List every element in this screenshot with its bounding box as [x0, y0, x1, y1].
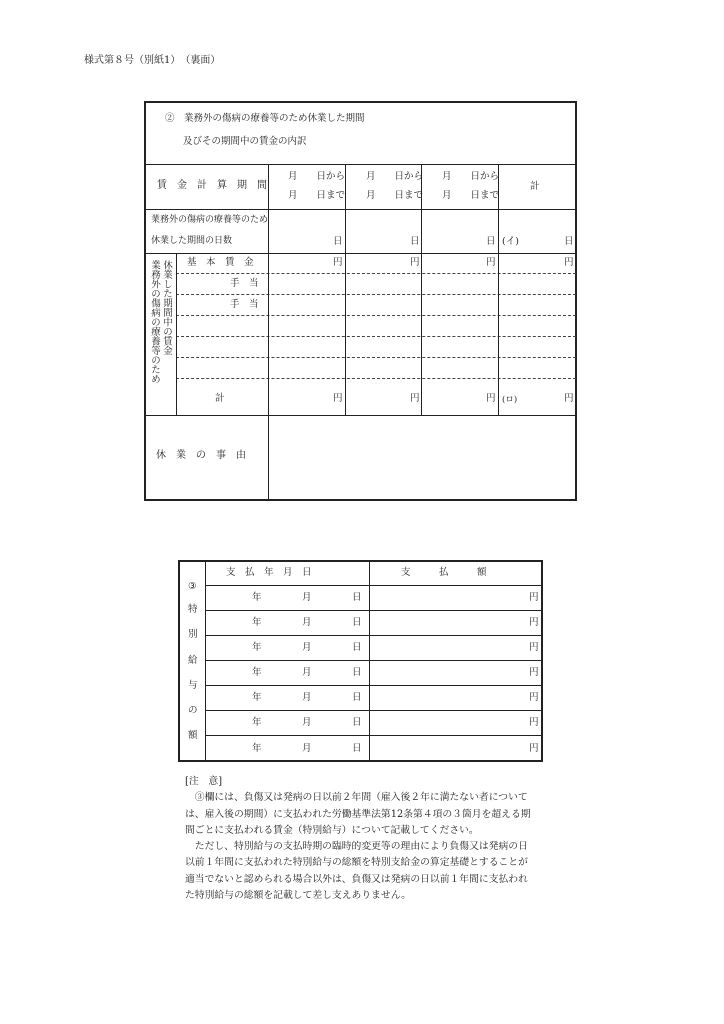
- days-label-line2: 休業した期間の日数: [151, 236, 233, 246]
- period2-to: 月 日まで: [366, 190, 424, 201]
- days-unit-2: 日: [410, 236, 420, 247]
- wage-breakdown-table: [144, 101, 577, 501]
- header-payment-date: 支 払 年 月 日: [226, 567, 312, 578]
- row1-day: 日: [352, 592, 362, 603]
- subtotal-yen-1: 円: [333, 393, 343, 404]
- row2-year: 年: [252, 617, 262, 628]
- days-unit-1: 日: [333, 236, 343, 247]
- special-pay-table: [178, 560, 543, 762]
- side-char-1: ③: [188, 581, 197, 592]
- period3-to: 月 日まで: [442, 190, 500, 201]
- period1-to: 月 日まで: [288, 190, 346, 201]
- notes-paragraph-2: ただし、特別給与の支払時期の臨時的変更等の理由により負傷又は発病の日以前１年間に支払われた特別給与の総額を特別支給金の算定基礎とすることが適当でないと認められる場合以外は、負傷又は発病の日以前１年間に支払われた特別給与の総額を記載して差し支えありません。: [185, 841, 528, 902]
- side-char-7: 額: [188, 730, 198, 741]
- mark-ro: (ロ): [502, 395, 518, 405]
- period2-from: 月 日から: [366, 171, 424, 182]
- side-char-6: の: [188, 705, 198, 716]
- row3-yen: 円: [529, 642, 539, 653]
- row2-yen: 円: [529, 617, 539, 628]
- row6-yen: 円: [529, 717, 539, 728]
- row5-year: 年: [252, 692, 262, 703]
- days-unit-total: 日: [564, 236, 574, 247]
- row5-month: 月: [302, 692, 312, 703]
- side-char-4: 給: [188, 655, 198, 666]
- side-label-b: 業務外の傷病の療養等のため: [148, 260, 160, 384]
- reason-label: 休 業 の 事 由: [156, 450, 246, 461]
- row7-yen: 円: [529, 743, 539, 754]
- subtotal-yen-2: 円: [410, 393, 420, 404]
- period-label: 賃 金 計 算 期 間: [157, 180, 267, 191]
- row6-month: 月: [302, 717, 312, 728]
- row2-day: 日: [352, 617, 362, 628]
- row7-year: 年: [252, 743, 262, 754]
- side-label-a: 休業した期間中の賃金: [160, 260, 172, 355]
- header-payment-amount: 支 払 額: [401, 567, 487, 578]
- row4-day: 日: [352, 667, 362, 678]
- basic-wage-yen-total: 円: [564, 257, 574, 268]
- form-number: 様式第８号（別紙1） （裏面）: [84, 55, 221, 66]
- period3-from: 月 日から: [442, 171, 500, 182]
- subtotal-yen-total: 円: [564, 393, 574, 404]
- subtotal-label: 計: [215, 393, 225, 404]
- row7-month: 月: [302, 743, 312, 754]
- period1-from: 月 日から: [288, 171, 346, 182]
- basic-wage-yen-3: 円: [486, 257, 496, 268]
- notes-heading: [注 意]: [185, 776, 223, 787]
- days-unit-3: 日: [486, 236, 496, 247]
- side-char-2: 特: [188, 604, 198, 615]
- row4-month: 月: [302, 667, 312, 678]
- row1-month: 月: [302, 592, 312, 603]
- row6-day: 日: [352, 717, 362, 728]
- row1-yen: 円: [529, 592, 539, 603]
- table1-title-line2: 及びその期間中の賃金の内訳: [183, 136, 307, 147]
- allowance-label-2: 手 当: [230, 299, 259, 310]
- basic-wage-label: 基 本 賃 金: [187, 257, 254, 268]
- subtotal-yen-3: 円: [486, 393, 496, 404]
- basic-wage-yen-1: 円: [333, 257, 343, 268]
- period-total-label: 計: [530, 181, 540, 192]
- mark-i: (イ): [502, 236, 519, 247]
- table1-title-line1: ② 業務外の傷病の療養等のため休業した期間: [165, 113, 365, 124]
- row7-day: 日: [352, 743, 362, 754]
- row5-yen: 円: [529, 692, 539, 703]
- allowance-label-1: 手 当: [230, 278, 259, 289]
- row3-month: 月: [302, 642, 312, 653]
- notes-section: [185, 774, 535, 904]
- row2-month: 月: [302, 617, 312, 628]
- notes-paragraph-1: ③欄には、負傷又は発病の日以前２年間（雇入後２年に満たない者については、雇入後の期間）に支払われた労働基準法第12条第４項の３箇月を超える期間ごとに支払われる賃金（特別給与）について記載してください。: [185, 792, 531, 836]
- row4-year: 年: [252, 667, 262, 678]
- row3-day: 日: [352, 642, 362, 653]
- row1-year: 年: [252, 592, 262, 603]
- side-char-3: 別: [188, 629, 198, 640]
- side-char-5: 与: [188, 680, 198, 691]
- basic-wage-yen-2: 円: [410, 257, 420, 268]
- row4-yen: 円: [529, 667, 539, 678]
- days-label-line1: 業務外の傷病の療養等のため: [151, 215, 269, 225]
- row5-day: 日: [352, 692, 362, 703]
- row6-year: 年: [252, 717, 262, 728]
- row3-year: 年: [252, 642, 262, 653]
